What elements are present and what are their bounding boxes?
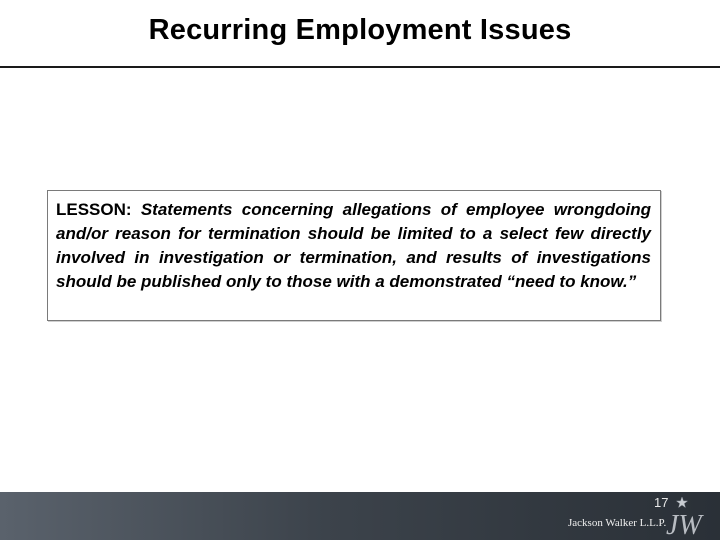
- page-number: 17: [654, 495, 669, 510]
- slide-title: Recurring Employment Issues: [148, 14, 572, 46]
- lesson-text: [56, 198, 651, 294]
- logo-letters: JW: [666, 510, 702, 538]
- lesson-label: LESSON:: [56, 200, 132, 219]
- title-divider: [0, 66, 720, 68]
- firm-name: Jackson Walker L.L.P.: [568, 517, 667, 529]
- lesson-box: [47, 190, 661, 321]
- footer-bar: [0, 492, 720, 540]
- jw-logo: [664, 494, 704, 538]
- lesson-body: Statements concerning allegations of employee wrongdoing and/or reason for termination should be limited to a select few directly involved in investigation or termination, and results of investigations should be published only to those with a demonstrated “need to know.”: [56, 200, 651, 291]
- star-icon: [677, 497, 688, 508]
